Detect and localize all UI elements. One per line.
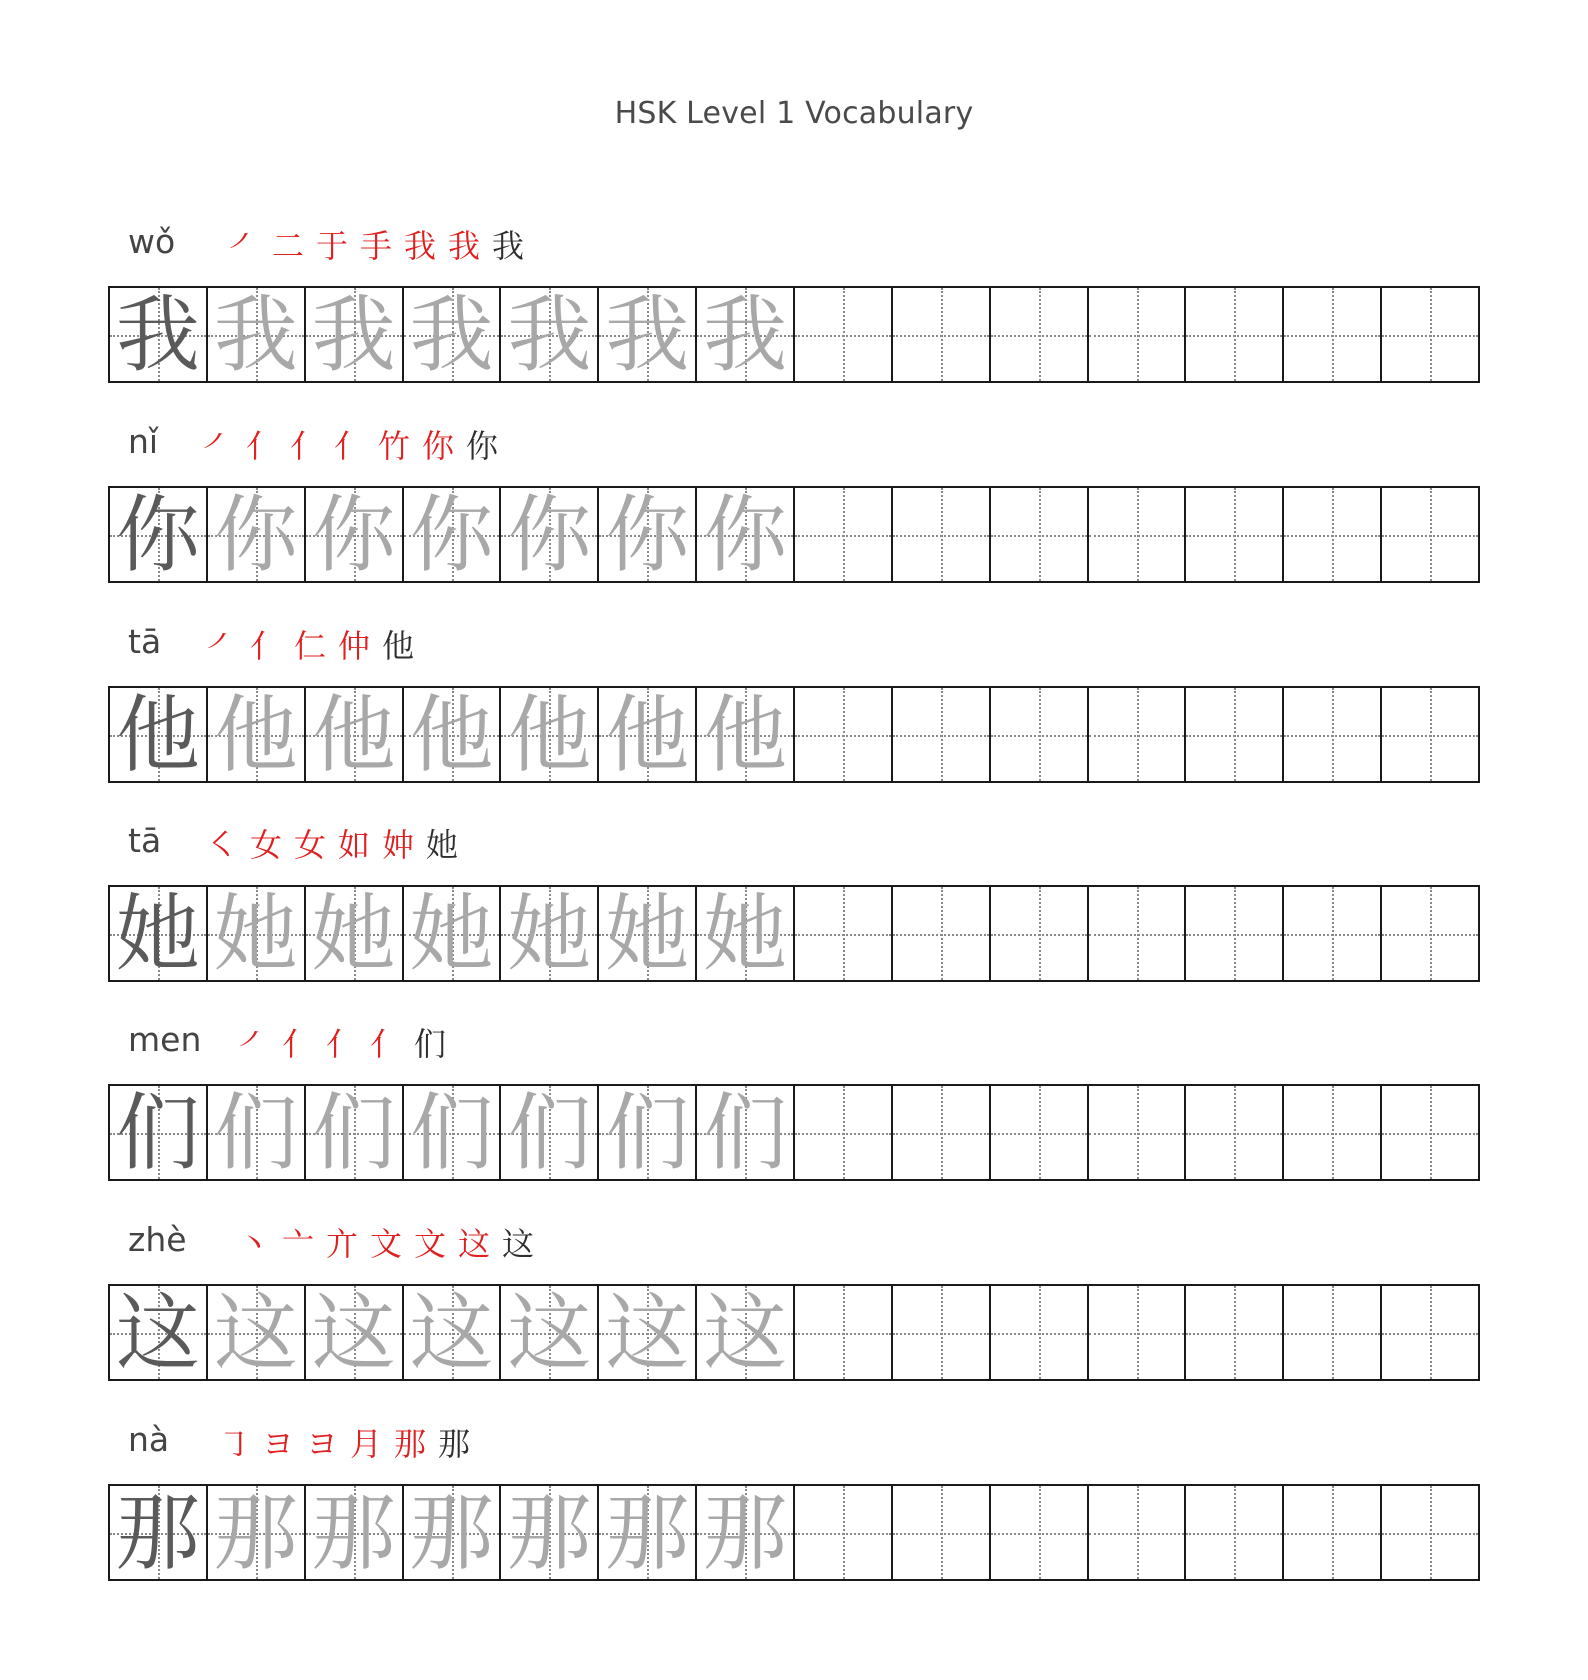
trace-cell (208, 1283, 306, 1382)
trace-character: 他 (409, 685, 494, 784)
blank-practice-cell[interactable] (1186, 688, 1284, 781)
trace-character: 他 (703, 685, 788, 784)
stroke-order (196, 414, 504, 466)
stroke-step: 你 (465, 427, 498, 465)
blank-practice-cell[interactable] (1186, 887, 1284, 980)
pinyin-label: nǐ (128, 422, 159, 461)
trace-character: 这 (213, 1283, 298, 1382)
trace-cell (501, 285, 599, 384)
practice-grid (108, 1284, 1480, 1381)
trace-character: 那 (605, 1483, 690, 1582)
model-character: 这 (115, 1283, 200, 1382)
model-cell (110, 1283, 208, 1382)
model-cell (110, 1083, 208, 1182)
practice-grid (108, 686, 1480, 783)
trace-cell (404, 1483, 502, 1582)
vocab-entry (108, 1012, 1478, 1181)
entry-header (108, 414, 1478, 474)
blank-practice-cell[interactable] (893, 887, 991, 980)
stroke-step: ㇆ (217, 1425, 250, 1463)
trace-character: 你 (507, 485, 592, 584)
practice-grid (108, 1084, 1480, 1181)
blank-practice-cell[interactable] (1089, 887, 1187, 980)
stroke-step: 于 (315, 227, 348, 265)
vocab-entry (108, 1412, 1478, 1581)
stroke-step: 月 (349, 1425, 382, 1463)
trace-cell (501, 1483, 599, 1582)
trace-cell (306, 1083, 404, 1182)
trace-cell (208, 884, 306, 983)
entry-header (108, 1212, 1478, 1272)
pinyin-label: wǒ (128, 222, 176, 261)
trace-character: 我 (213, 285, 298, 384)
trace-cell (697, 1083, 795, 1182)
stroke-step: 亣 (325, 1225, 358, 1263)
page-title: HSK Level 1 Vocabulary (614, 96, 974, 131)
stroke-step: 手 (359, 227, 392, 265)
trace-cell (208, 485, 306, 584)
model-cell (110, 285, 208, 384)
blank-practice-cell[interactable] (1284, 1286, 1382, 1379)
model-character: 们 (115, 1083, 200, 1182)
trace-cell (306, 1483, 404, 1582)
trace-character: 这 (311, 1283, 396, 1382)
vocab-entry (108, 614, 1478, 783)
blank-practice-cell[interactable] (1382, 288, 1478, 381)
trace-cell (501, 685, 599, 784)
blank-practice-cell[interactable] (1089, 1486, 1187, 1579)
trace-character: 们 (507, 1083, 592, 1182)
stroke-step: 亻 (249, 627, 282, 665)
trace-character: 她 (507, 884, 592, 983)
blank-practice-cell[interactable] (1382, 1486, 1478, 1579)
stroke-step: 我 (403, 227, 436, 265)
blank-practice-cell[interactable] (893, 1486, 991, 1579)
trace-character: 我 (311, 285, 396, 384)
model-character: 我 (115, 285, 200, 384)
trace-character: 那 (507, 1483, 592, 1582)
model-character: 你 (115, 485, 200, 584)
blank-practice-cell[interactable] (1186, 488, 1284, 581)
stroke-step: 亻 (281, 1025, 314, 1063)
vocab-entry (108, 813, 1478, 982)
blank-practice-cell[interactable] (991, 1486, 1089, 1579)
stroke-step: 丶 (237, 1225, 270, 1263)
trace-character: 这 (409, 1283, 494, 1382)
trace-character: 们 (213, 1083, 298, 1182)
pinyin-label: tā (128, 821, 162, 860)
pinyin-label: men (128, 1020, 202, 1059)
blank-practice-cell[interactable] (1284, 488, 1382, 581)
blank-practice-cell[interactable] (795, 887, 893, 980)
trace-character: 那 (213, 1483, 298, 1582)
trace-character: 他 (311, 685, 396, 784)
entry-header (108, 614, 1478, 674)
entry-header (108, 214, 1478, 274)
blank-practice-cell[interactable] (893, 488, 991, 581)
stroke-order (222, 214, 530, 266)
trace-character: 她 (213, 884, 298, 983)
trace-cell (306, 1283, 404, 1382)
trace-cell (404, 1083, 502, 1182)
trace-cell (599, 285, 697, 384)
vocab-entry (108, 1212, 1478, 1381)
blank-practice-cell[interactable] (1186, 1486, 1284, 1579)
trace-cell (599, 685, 697, 784)
vocab-entry (108, 214, 1478, 383)
trace-cell (404, 884, 502, 983)
trace-cell (599, 1083, 697, 1182)
stroke-step: 亻 (369, 1025, 402, 1063)
stroke-step: 她 (425, 826, 458, 864)
stroke-step: 们 (413, 1025, 446, 1063)
entry-header (108, 813, 1478, 873)
blank-practice-cell[interactable] (1284, 288, 1382, 381)
blank-practice-cell[interactable] (1284, 1486, 1382, 1579)
trace-cell (599, 485, 697, 584)
stroke-step: 那 (393, 1425, 426, 1463)
blank-practice-cell[interactable] (991, 1286, 1089, 1379)
stroke-step: 文 (413, 1225, 446, 1263)
stroke-step: 他 (381, 627, 414, 665)
blank-practice-cell[interactable] (795, 1086, 893, 1179)
trace-character: 她 (703, 884, 788, 983)
vocab-entry (108, 414, 1478, 583)
blank-practice-cell[interactable] (795, 288, 893, 381)
stroke-step: 我 (491, 227, 524, 265)
blank-practice-cell[interactable] (1186, 1286, 1284, 1379)
trace-character: 他 (507, 685, 592, 784)
trace-cell (404, 685, 502, 784)
trace-cell (697, 485, 795, 584)
stroke-step: 如 (337, 826, 370, 864)
blank-practice-cell[interactable] (1186, 288, 1284, 381)
blank-practice-cell[interactable] (795, 488, 893, 581)
trace-character: 们 (311, 1083, 396, 1182)
stroke-step: 文 (369, 1225, 402, 1263)
model-cell (110, 1483, 208, 1582)
trace-character: 你 (605, 485, 690, 584)
blank-practice-cell[interactable] (1284, 887, 1382, 980)
trace-cell (306, 884, 404, 983)
stroke-step: 仲 (337, 627, 370, 665)
trace-cell (501, 884, 599, 983)
trace-cell (599, 1283, 697, 1382)
trace-character: 这 (507, 1283, 592, 1382)
blank-practice-cell[interactable] (1382, 887, 1478, 980)
trace-cell (404, 285, 502, 384)
blank-practice-cell[interactable] (991, 887, 1089, 980)
stroke-order (200, 614, 420, 666)
blank-practice-cell[interactable] (795, 1286, 893, 1379)
blank-practice-cell[interactable] (1186, 1086, 1284, 1179)
trace-character: 们 (409, 1083, 494, 1182)
entry-header (108, 1412, 1478, 1472)
trace-cell (208, 285, 306, 384)
blank-practice-cell[interactable] (991, 1086, 1089, 1179)
blank-practice-cell[interactable] (893, 1286, 991, 1379)
trace-character: 你 (703, 485, 788, 584)
model-character: 她 (115, 884, 200, 983)
trace-cell (697, 1483, 795, 1582)
entry-header (108, 1012, 1478, 1072)
stroke-order (232, 1212, 540, 1264)
stroke-order (232, 1012, 452, 1064)
blank-practice-cell[interactable] (1284, 1086, 1382, 1179)
trace-character: 我 (703, 285, 788, 384)
trace-character: 她 (409, 884, 494, 983)
trace-character: 我 (409, 285, 494, 384)
blank-practice-cell[interactable] (1089, 1086, 1187, 1179)
blank-practice-cell[interactable] (795, 688, 893, 781)
blank-practice-cell[interactable] (1382, 488, 1478, 581)
stroke-step: 妕 (381, 826, 414, 864)
trace-character: 她 (605, 884, 690, 983)
blank-practice-cell[interactable] (893, 1086, 991, 1179)
trace-cell (599, 884, 697, 983)
stroke-step: ㇒ (227, 227, 260, 265)
blank-practice-cell[interactable] (991, 688, 1089, 781)
stroke-step: ヨ (305, 1425, 338, 1463)
trace-character: 他 (213, 685, 298, 784)
trace-cell (501, 1283, 599, 1382)
trace-character: 那 (409, 1483, 494, 1582)
blank-practice-cell[interactable] (893, 688, 991, 781)
blank-practice-cell[interactable] (1382, 1086, 1478, 1179)
blank-practice-cell[interactable] (991, 288, 1089, 381)
trace-character: 他 (605, 685, 690, 784)
trace-cell (306, 685, 404, 784)
stroke-step: 亻 (325, 1025, 358, 1063)
stroke-step: 女 (249, 826, 282, 864)
blank-practice-cell[interactable] (1382, 1286, 1478, 1379)
trace-character: 你 (213, 485, 298, 584)
trace-cell (208, 685, 306, 784)
stroke-step: 这 (501, 1225, 534, 1263)
stroke-step: ㇒ (237, 1025, 270, 1063)
stroke-step: 仁 (293, 627, 326, 665)
stroke-step: 二 (271, 227, 304, 265)
trace-character: 这 (605, 1283, 690, 1382)
trace-cell (404, 485, 502, 584)
practice-grid (108, 885, 1480, 982)
stroke-step: 女 (293, 826, 326, 864)
trace-character: 我 (605, 285, 690, 384)
trace-character: 们 (605, 1083, 690, 1182)
blank-practice-cell[interactable] (1382, 688, 1478, 781)
trace-cell (697, 285, 795, 384)
stroke-step: 亻 (333, 427, 366, 465)
blank-practice-cell[interactable] (795, 1486, 893, 1579)
practice-grid (108, 1484, 1480, 1581)
trace-character: 那 (703, 1483, 788, 1582)
model-character: 他 (115, 685, 200, 784)
stroke-order (212, 1412, 476, 1464)
stroke-step: ヨ (261, 1425, 294, 1463)
trace-cell (306, 285, 404, 384)
stroke-step: ㇛ (205, 826, 238, 864)
blank-practice-cell[interactable] (1089, 288, 1187, 381)
trace-character: 我 (507, 285, 592, 384)
stroke-step: ㇒ (205, 627, 238, 665)
trace-cell (501, 485, 599, 584)
trace-cell (697, 884, 795, 983)
trace-character: 你 (409, 485, 494, 584)
trace-cell (599, 1483, 697, 1582)
model-cell (110, 485, 208, 584)
stroke-step: 亠 (281, 1225, 314, 1263)
stroke-step: ㇒ (201, 427, 234, 465)
practice-grid (108, 486, 1480, 583)
stroke-step: 亻 (245, 427, 278, 465)
stroke-step: 这 (457, 1225, 490, 1263)
model-cell (110, 685, 208, 784)
trace-cell (697, 1283, 795, 1382)
blank-practice-cell[interactable] (991, 488, 1089, 581)
stroke-step: 亻 (289, 427, 322, 465)
trace-character: 她 (311, 884, 396, 983)
trace-cell (404, 1283, 502, 1382)
stroke-step: 你 (421, 427, 454, 465)
stroke-order (200, 813, 464, 865)
pinyin-label: nà (128, 1420, 170, 1459)
trace-character: 你 (311, 485, 396, 584)
trace-character: 那 (311, 1483, 396, 1582)
stroke-step: 竹 (377, 427, 410, 465)
trace-cell (208, 1083, 306, 1182)
practice-grid (108, 286, 1480, 383)
model-character: 那 (115, 1483, 200, 1582)
trace-cell (697, 685, 795, 784)
pinyin-label: tā (128, 622, 162, 661)
trace-cell (208, 1483, 306, 1582)
trace-character: 们 (703, 1083, 788, 1182)
trace-cell (306, 485, 404, 584)
blank-practice-cell[interactable] (1089, 488, 1187, 581)
stroke-step: 我 (447, 227, 480, 265)
pinyin-label: zhè (128, 1220, 187, 1259)
blank-practice-cell[interactable] (1089, 688, 1187, 781)
model-cell (110, 884, 208, 983)
trace-cell (501, 1083, 599, 1182)
blank-practice-cell[interactable] (1089, 1286, 1187, 1379)
stroke-step: 那 (437, 1425, 470, 1463)
blank-practice-cell[interactable] (893, 288, 991, 381)
trace-character: 这 (703, 1283, 788, 1382)
blank-practice-cell[interactable] (1284, 688, 1382, 781)
